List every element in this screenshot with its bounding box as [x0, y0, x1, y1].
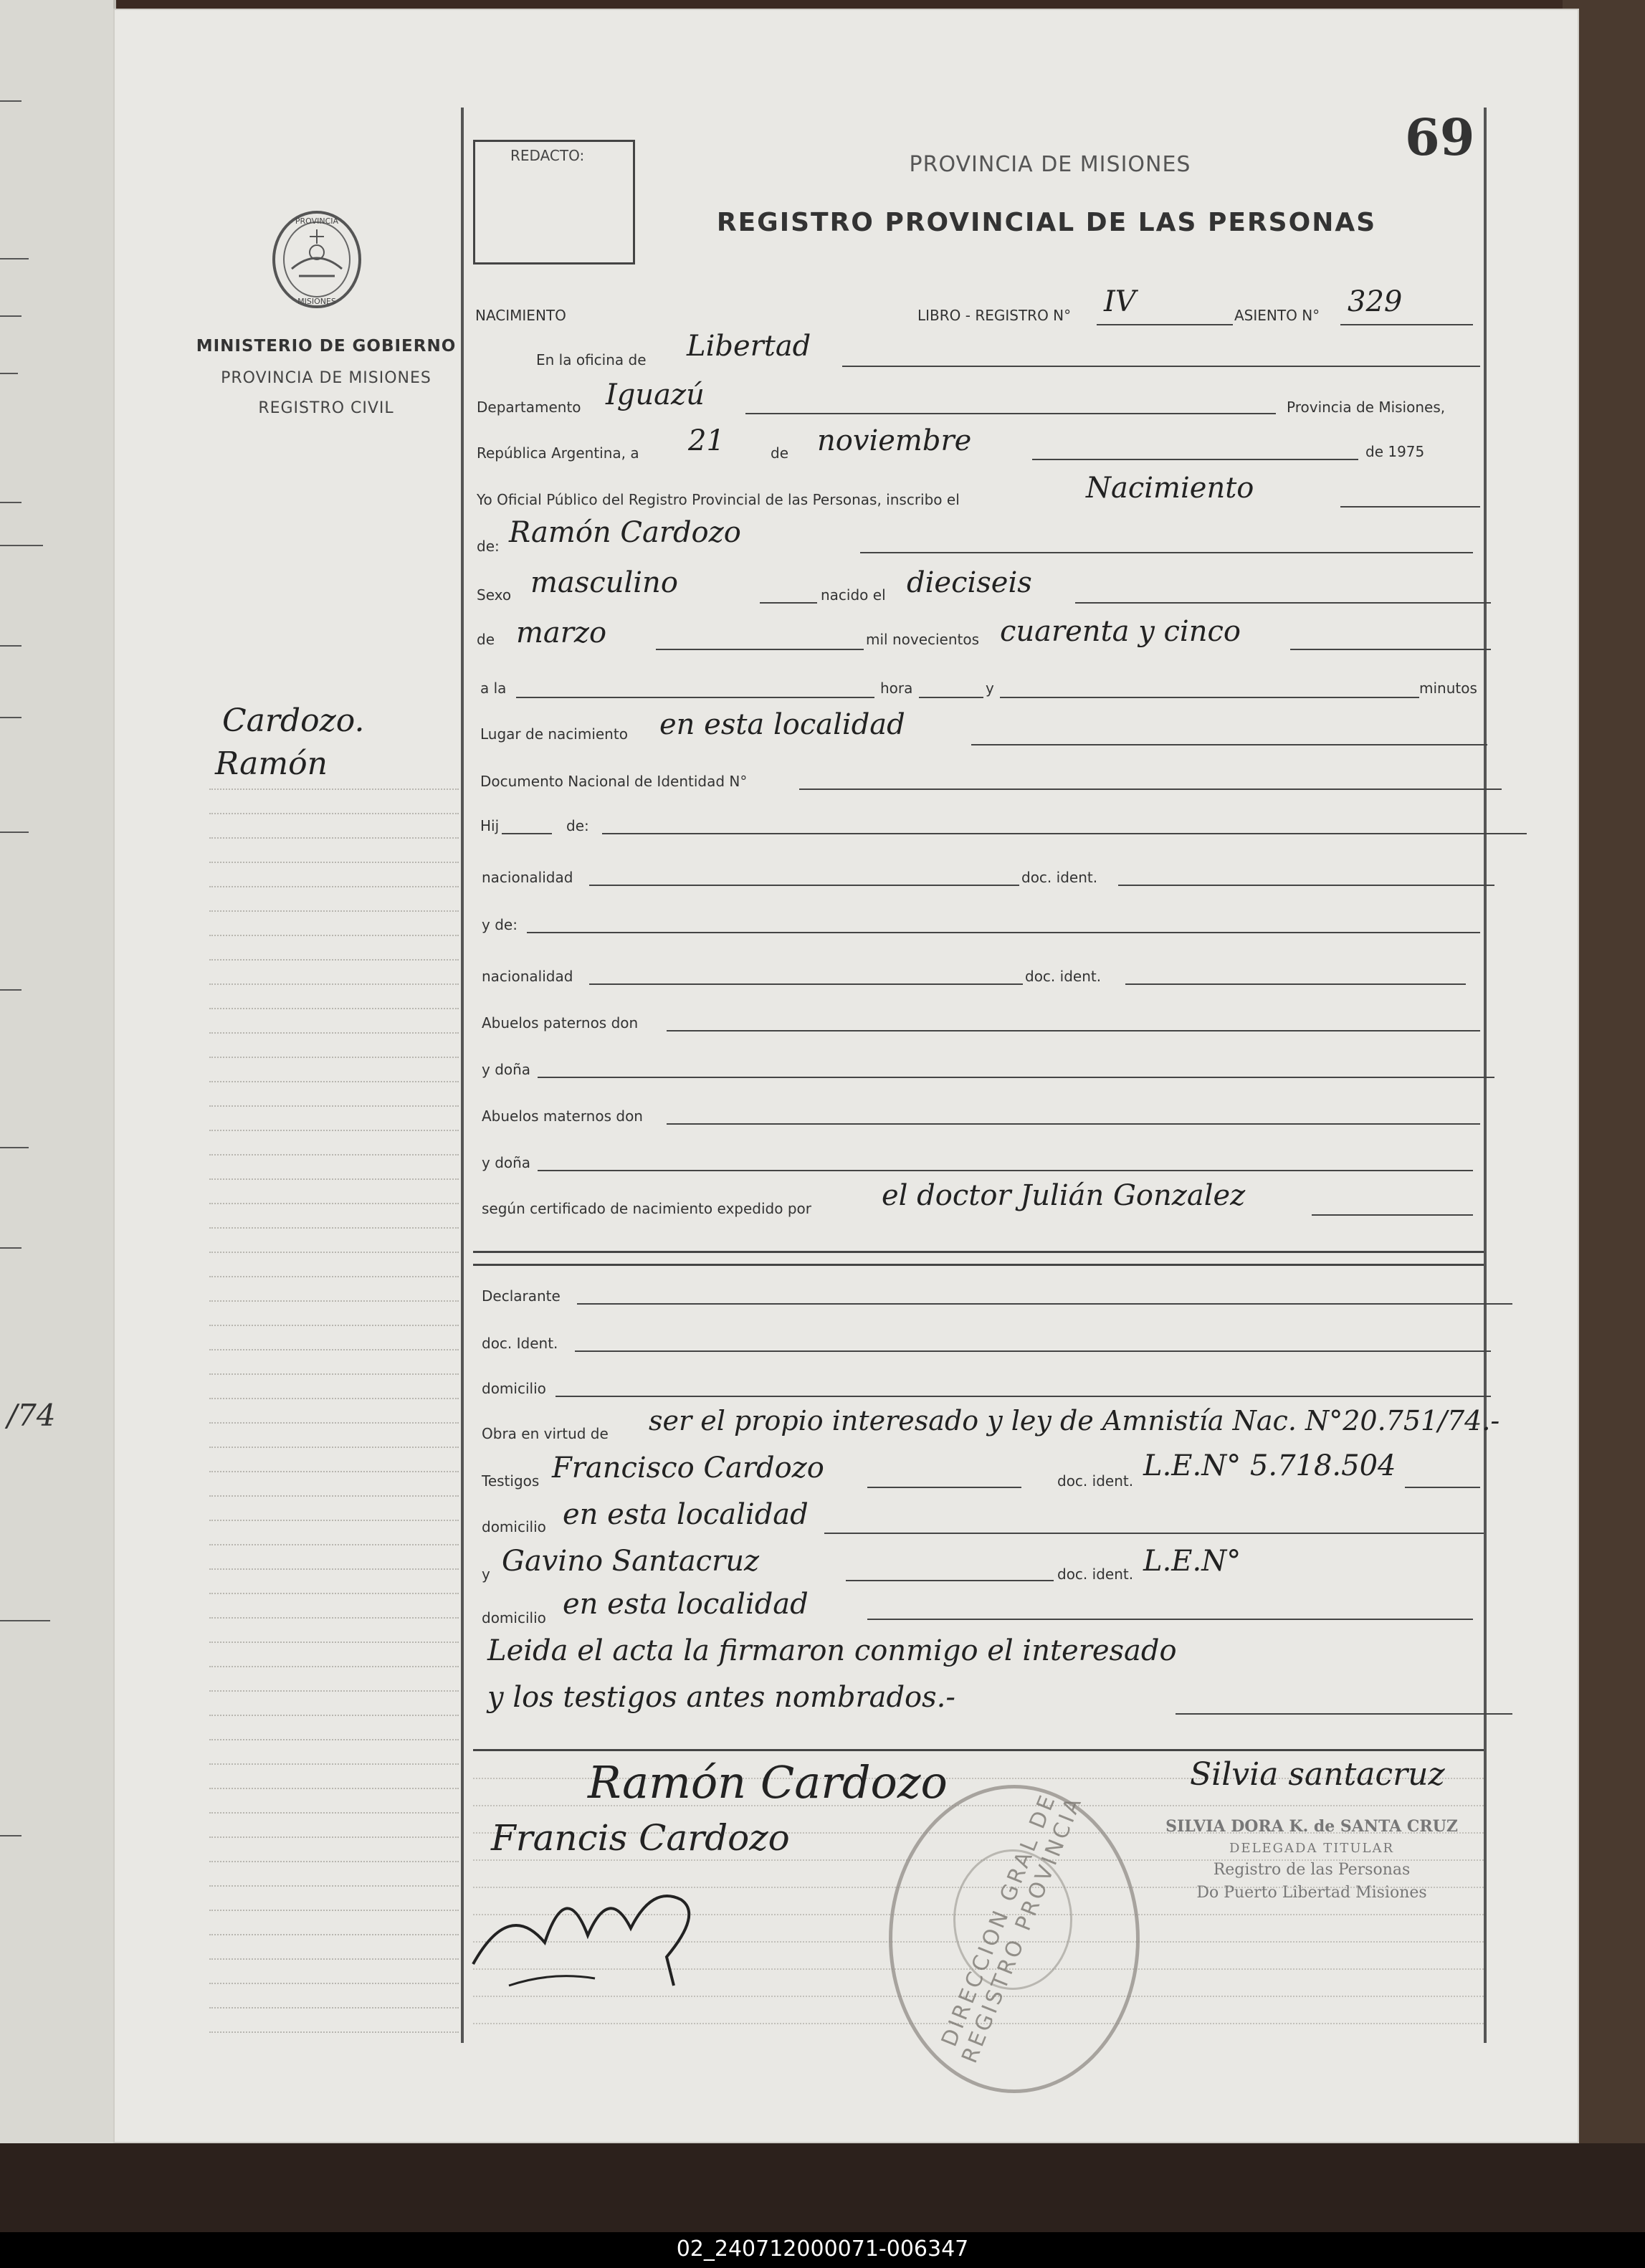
- margin-dotted-line: [209, 1983, 459, 1984]
- margin-dotted-line: [209, 1105, 459, 1107]
- margin-dotted-line: [209, 1520, 459, 1521]
- mil-label: mil novecientos: [866, 631, 980, 648]
- hij-rule: [502, 833, 552, 834]
- testigo2-rule: [846, 1580, 1054, 1581]
- domicilio2-rule: [824, 1533, 1484, 1534]
- section-divider: [473, 1749, 1484, 1751]
- testigo2-value: Gavino Santacruz: [502, 1545, 760, 1578]
- signature-testigo: Francis Cardozo: [491, 1817, 790, 1859]
- dni-label: Documento Nacional de Identidad N°: [480, 773, 748, 790]
- margin-dotted-line: [209, 1812, 459, 1814]
- margin-dotted-line: [209, 1934, 459, 1935]
- left-page-line: [0, 545, 43, 546]
- margin-dotted-line: [209, 935, 459, 936]
- margin-dotted-line: [209, 2007, 459, 2009]
- margin-dotted-line: [209, 1861, 459, 1862]
- testigo1-rule: [867, 1487, 1021, 1488]
- round-stamp-text: DIRECCION GRAL DE REGISTRO PROVINCIA: [936, 1789, 1088, 2067]
- left-page-line: [0, 1620, 50, 1621]
- form-frame-left: [461, 108, 464, 2043]
- asiento-rule: [1340, 324, 1473, 325]
- libro-value: IV: [1104, 285, 1136, 318]
- left-page-line: [0, 1835, 22, 1836]
- margin-dotted-line: [209, 1910, 459, 1911]
- hij-de-label: de:: [566, 817, 589, 834]
- margin-dotted-line: [209, 1715, 459, 1716]
- nombre-rule: [860, 552, 1473, 553]
- doc-ident3-label: doc. Ident.: [482, 1335, 558, 1352]
- signature-interesado: Ramón Cardozo: [588, 1756, 948, 1809]
- margin-dotted-line: [209, 1300, 459, 1302]
- section-divider: [473, 1251, 1484, 1253]
- margin-dotted-line: [209, 1593, 459, 1594]
- seal-bottom-text: MISIONES: [297, 297, 336, 306]
- signature-scribble: [466, 1857, 767, 2000]
- mes-value: noviembre: [817, 424, 972, 457]
- margin-note-name: Ramón: [215, 745, 328, 782]
- domicilio3-rule: [867, 1619, 1473, 1620]
- inscribo-rule: [1340, 506, 1480, 508]
- margin-dotted-line: [209, 1252, 459, 1253]
- margin-dotted-line: [209, 1325, 459, 1326]
- certificado-rule: [1312, 1214, 1473, 1216]
- lugar-value: en esta localidad: [659, 708, 905, 741]
- margin-dotted-line: [209, 1373, 459, 1375]
- abuelos-maternos-label: Abuelos maternos don: [482, 1107, 643, 1125]
- nacido-rule: [1075, 602, 1491, 604]
- ala-label: a la: [480, 680, 507, 697]
- margin-dotted-line: [209, 1203, 459, 1204]
- nota-line2: y los testigos antes nombrados.-: [487, 1681, 955, 1714]
- section-divider: [473, 1264, 1484, 1266]
- margin-dotted-line: [209, 1568, 459, 1570]
- nacionalidad-rule: [589, 885, 1019, 886]
- abuelos-maternos-rule: [667, 1123, 1480, 1125]
- margin-dotted-line: [209, 1690, 459, 1692]
- margin-dotted-line: [209, 983, 459, 985]
- nota-line1: Leida el acta la firmaron conmigo el interesado: [487, 1634, 1177, 1667]
- form-frame-right: [1484, 108, 1487, 2043]
- left-page-line: [0, 717, 22, 718]
- margin-dotted-line: [209, 1422, 459, 1424]
- doc-ident-label: doc. ident.: [1021, 869, 1098, 886]
- hij-label: Hij: [480, 817, 500, 834]
- departamento-rule: [745, 413, 1276, 414]
- domicilio-label: domicilio: [482, 1380, 546, 1397]
- margin-dotted-line: [209, 1276, 459, 1277]
- margin-dotted-line: [209, 1642, 459, 1643]
- margin-dotted-line: [209, 1739, 459, 1740]
- testigo2-doc: L.E.N°: [1143, 1545, 1241, 1578]
- ala-rule: [516, 697, 874, 698]
- margin-dotted-line: [209, 788, 459, 790]
- domicilio2-value: en esta localidad: [563, 1498, 809, 1531]
- testigo1-doc: L.E.N° 5.718.504: [1143, 1449, 1396, 1482]
- nacimiento-label: NACIMIENTO: [475, 307, 566, 324]
- y-dona2-label: y doña: [482, 1154, 531, 1171]
- header-provincia: PROVINCIA DE MISIONES: [909, 152, 1191, 177]
- asiento-label: ASIENTO N°: [1234, 307, 1320, 324]
- testigos-label: Testigos: [482, 1472, 540, 1490]
- margin-dotted-line: [209, 1154, 459, 1156]
- margin-dotted-line: [209, 886, 459, 887]
- y-dona2-rule: [538, 1170, 1473, 1171]
- domicilio3-value: en esta localidad: [563, 1588, 809, 1621]
- margin-dotted-line: [209, 1008, 459, 1009]
- stamp-line4: Do Puerto Libertad Misiones: [1196, 1884, 1427, 1902]
- stamp-line1: SILVIA DORA K. de SANTA CRUZ: [1165, 1817, 1458, 1836]
- oficial-label: Yo Oficial Público del Registro Provincial de las Personas, inscribo el: [477, 491, 960, 508]
- hora-rule: [919, 697, 983, 698]
- margin-dotted-line: [209, 1447, 459, 1448]
- obra-label: Obra en virtud de: [482, 1425, 609, 1442]
- image-caption: 02_240712000071-006347: [676, 2236, 969, 2262]
- nota-rule: [1176, 1713, 1512, 1715]
- nacido-label: nacido el: [821, 586, 886, 604]
- stamp-line2: DELEGADA TITULAR: [1229, 1841, 1394, 1856]
- libro-label: LIBRO - REGISTRO N°: [917, 307, 1072, 324]
- minutos-label: minutos: [1419, 680, 1477, 697]
- margin-note-surname: Cardozo.: [222, 702, 365, 739]
- margin-dotted-line: [209, 1081, 459, 1082]
- margin-dotted-line: [209, 1178, 459, 1180]
- margin-dotted-line: [209, 1544, 459, 1545]
- y-dona-label: y doña: [482, 1061, 531, 1078]
- domicilio-rule: [556, 1396, 1491, 1397]
- departamento-value: Iguazú: [606, 378, 705, 411]
- doc-ident5-label: doc. ident.: [1057, 1566, 1134, 1583]
- nacionalidad-label: nacionalidad: [482, 869, 573, 886]
- sexo-label: Sexo: [477, 586, 512, 604]
- margin-dotted-line: [209, 1617, 459, 1619]
- margin-dotted-line: [209, 1057, 459, 1058]
- left-page-line: [0, 989, 22, 991]
- de-label: de: [771, 444, 788, 462]
- page-number: 69: [1405, 108, 1475, 167]
- doc-ident2-label: doc. ident.: [1025, 968, 1102, 985]
- minutos-rule: [1000, 697, 1419, 698]
- left-page-line: [0, 645, 22, 647]
- doc-ident3-rule: [575, 1350, 1491, 1352]
- margin-dotted-line: [209, 1958, 459, 1960]
- left-page-line: [0, 1247, 22, 1249]
- left-page-note: /74: [7, 1398, 56, 1433]
- ministerio-provincia: PROVINCIA DE MISIONES: [221, 369, 431, 387]
- margin-dotted-line: [209, 1885, 459, 1887]
- margin-dotted-line: [209, 813, 459, 814]
- left-facing-page: [0, 0, 116, 2143]
- mes-nac-value: marzo: [516, 616, 607, 649]
- domicilio2-label: domicilio: [482, 1518, 546, 1535]
- left-page-line: [0, 502, 22, 503]
- doc-ident4-label: doc. ident.: [1057, 1472, 1134, 1490]
- margin-dotted-line: [209, 1227, 459, 1229]
- dia-value: 21: [688, 424, 725, 457]
- sexo-rule: [760, 602, 817, 604]
- margin-dotted-line: [209, 2031, 459, 2033]
- nacionalidad2-label: nacionalidad: [482, 968, 573, 985]
- oficina-label: En la oficina de: [536, 351, 647, 368]
- margin-dotted-line: [209, 959, 459, 961]
- year-label: de 1975: [1365, 443, 1425, 460]
- yde-label: y de:: [482, 916, 518, 933]
- doc-ident2-rule: [1125, 983, 1466, 985]
- de2-label: de: [477, 631, 495, 648]
- hora-label: hora: [880, 680, 913, 697]
- certificado-value: el doctor Julián Gonzalez: [882, 1179, 1246, 1212]
- de-nombre-label: de:: [477, 538, 500, 555]
- provincia-label: Provincia de Misiones,: [1287, 399, 1446, 416]
- departamento-label: Departamento: [477, 399, 581, 416]
- stamp-line3: Registro de las Personas: [1213, 1861, 1411, 1879]
- hij-de-rule: [602, 833, 1527, 834]
- nacido-value: dieciseis: [907, 566, 1032, 599]
- anio-rule: [1290, 649, 1491, 650]
- margin-dotted-line: [209, 1836, 459, 1838]
- margin-dotted-line: [209, 1130, 459, 1131]
- margin-dotted-line: [209, 1666, 459, 1667]
- doc-ident-rule: [1118, 885, 1494, 886]
- y-label: y: [986, 680, 994, 697]
- signature-delegada: Silvia santacruz: [1190, 1756, 1445, 1793]
- anio-value: cuarenta y cinco: [1000, 615, 1241, 648]
- mes-nac-rule: [656, 649, 864, 650]
- declarante-rule: [577, 1303, 1512, 1305]
- provincial-seal-icon: [267, 208, 367, 315]
- margin-dotted-line: [209, 1398, 459, 1399]
- oficina-value: Libertad: [687, 330, 811, 363]
- dni-rule: [799, 788, 1502, 790]
- margin-dotted-line: [209, 1763, 459, 1765]
- libro-rule: [1097, 324, 1233, 325]
- margin-dotted-line: [209, 1349, 459, 1350]
- margin-dotted-line: [209, 1471, 459, 1472]
- inscribo-value: Nacimiento: [1086, 472, 1254, 505]
- margin-dotted-line: [209, 1032, 459, 1034]
- left-page-line: [0, 315, 22, 317]
- certificado-label: según certificado de nacimiento expedido por: [482, 1200, 811, 1217]
- lugar-label: Lugar de nacimiento: [480, 725, 628, 743]
- redacto-label: REDACTO:: [510, 147, 585, 164]
- obra-value: ser el propio interesado y ley de Amnistía Nac. N°20.751/74.-: [649, 1405, 1500, 1436]
- margin-dotted-line: [209, 1495, 459, 1497]
- mes-rule: [1032, 459, 1358, 460]
- testigo1-value: Francisco Cardozo: [552, 1452, 824, 1485]
- lugar-rule: [971, 744, 1487, 745]
- seal-top-text: PROVINCIA: [295, 216, 339, 226]
- declarante-label: Declarante: [482, 1287, 561, 1305]
- margin-dotted-line: [209, 837, 459, 839]
- yde-rule: [527, 932, 1480, 933]
- asiento-value: 329: [1348, 285, 1403, 318]
- republica-label: República Argentina, a: [477, 444, 639, 462]
- sexo-value: masculino: [530, 566, 678, 599]
- left-page-line: [0, 1147, 29, 1148]
- y2-label: y: [482, 1566, 490, 1583]
- abuelos-paternos-rule: [667, 1030, 1480, 1031]
- testigo1-doc-rule: [1405, 1487, 1480, 1488]
- margin-dotted-line: [209, 1788, 459, 1789]
- margin-dotted-line: [209, 862, 459, 863]
- left-page-line: [0, 832, 29, 833]
- left-page-line: [0, 258, 29, 259]
- nombre-value: Ramón Cardozo: [509, 516, 741, 549]
- oficina-rule: [842, 366, 1480, 367]
- margin-dotted-line: [209, 910, 459, 912]
- page-title: REGISTRO PROVINCIAL DE LAS PERSONAS: [716, 208, 1377, 237]
- left-page-line: [0, 100, 22, 102]
- left-page-line: [0, 373, 18, 374]
- nacionalidad2-rule: [589, 983, 1023, 985]
- ministerio-title: MINISTERIO DE GOBIERNO: [196, 337, 457, 356]
- domicilio3-label: domicilio: [482, 1609, 546, 1626]
- ministerio-registro: REGISTRO CIVIL: [258, 399, 394, 417]
- y-dona-rule: [538, 1077, 1494, 1078]
- abuelos-paternos-label: Abuelos paternos don: [482, 1014, 639, 1031]
